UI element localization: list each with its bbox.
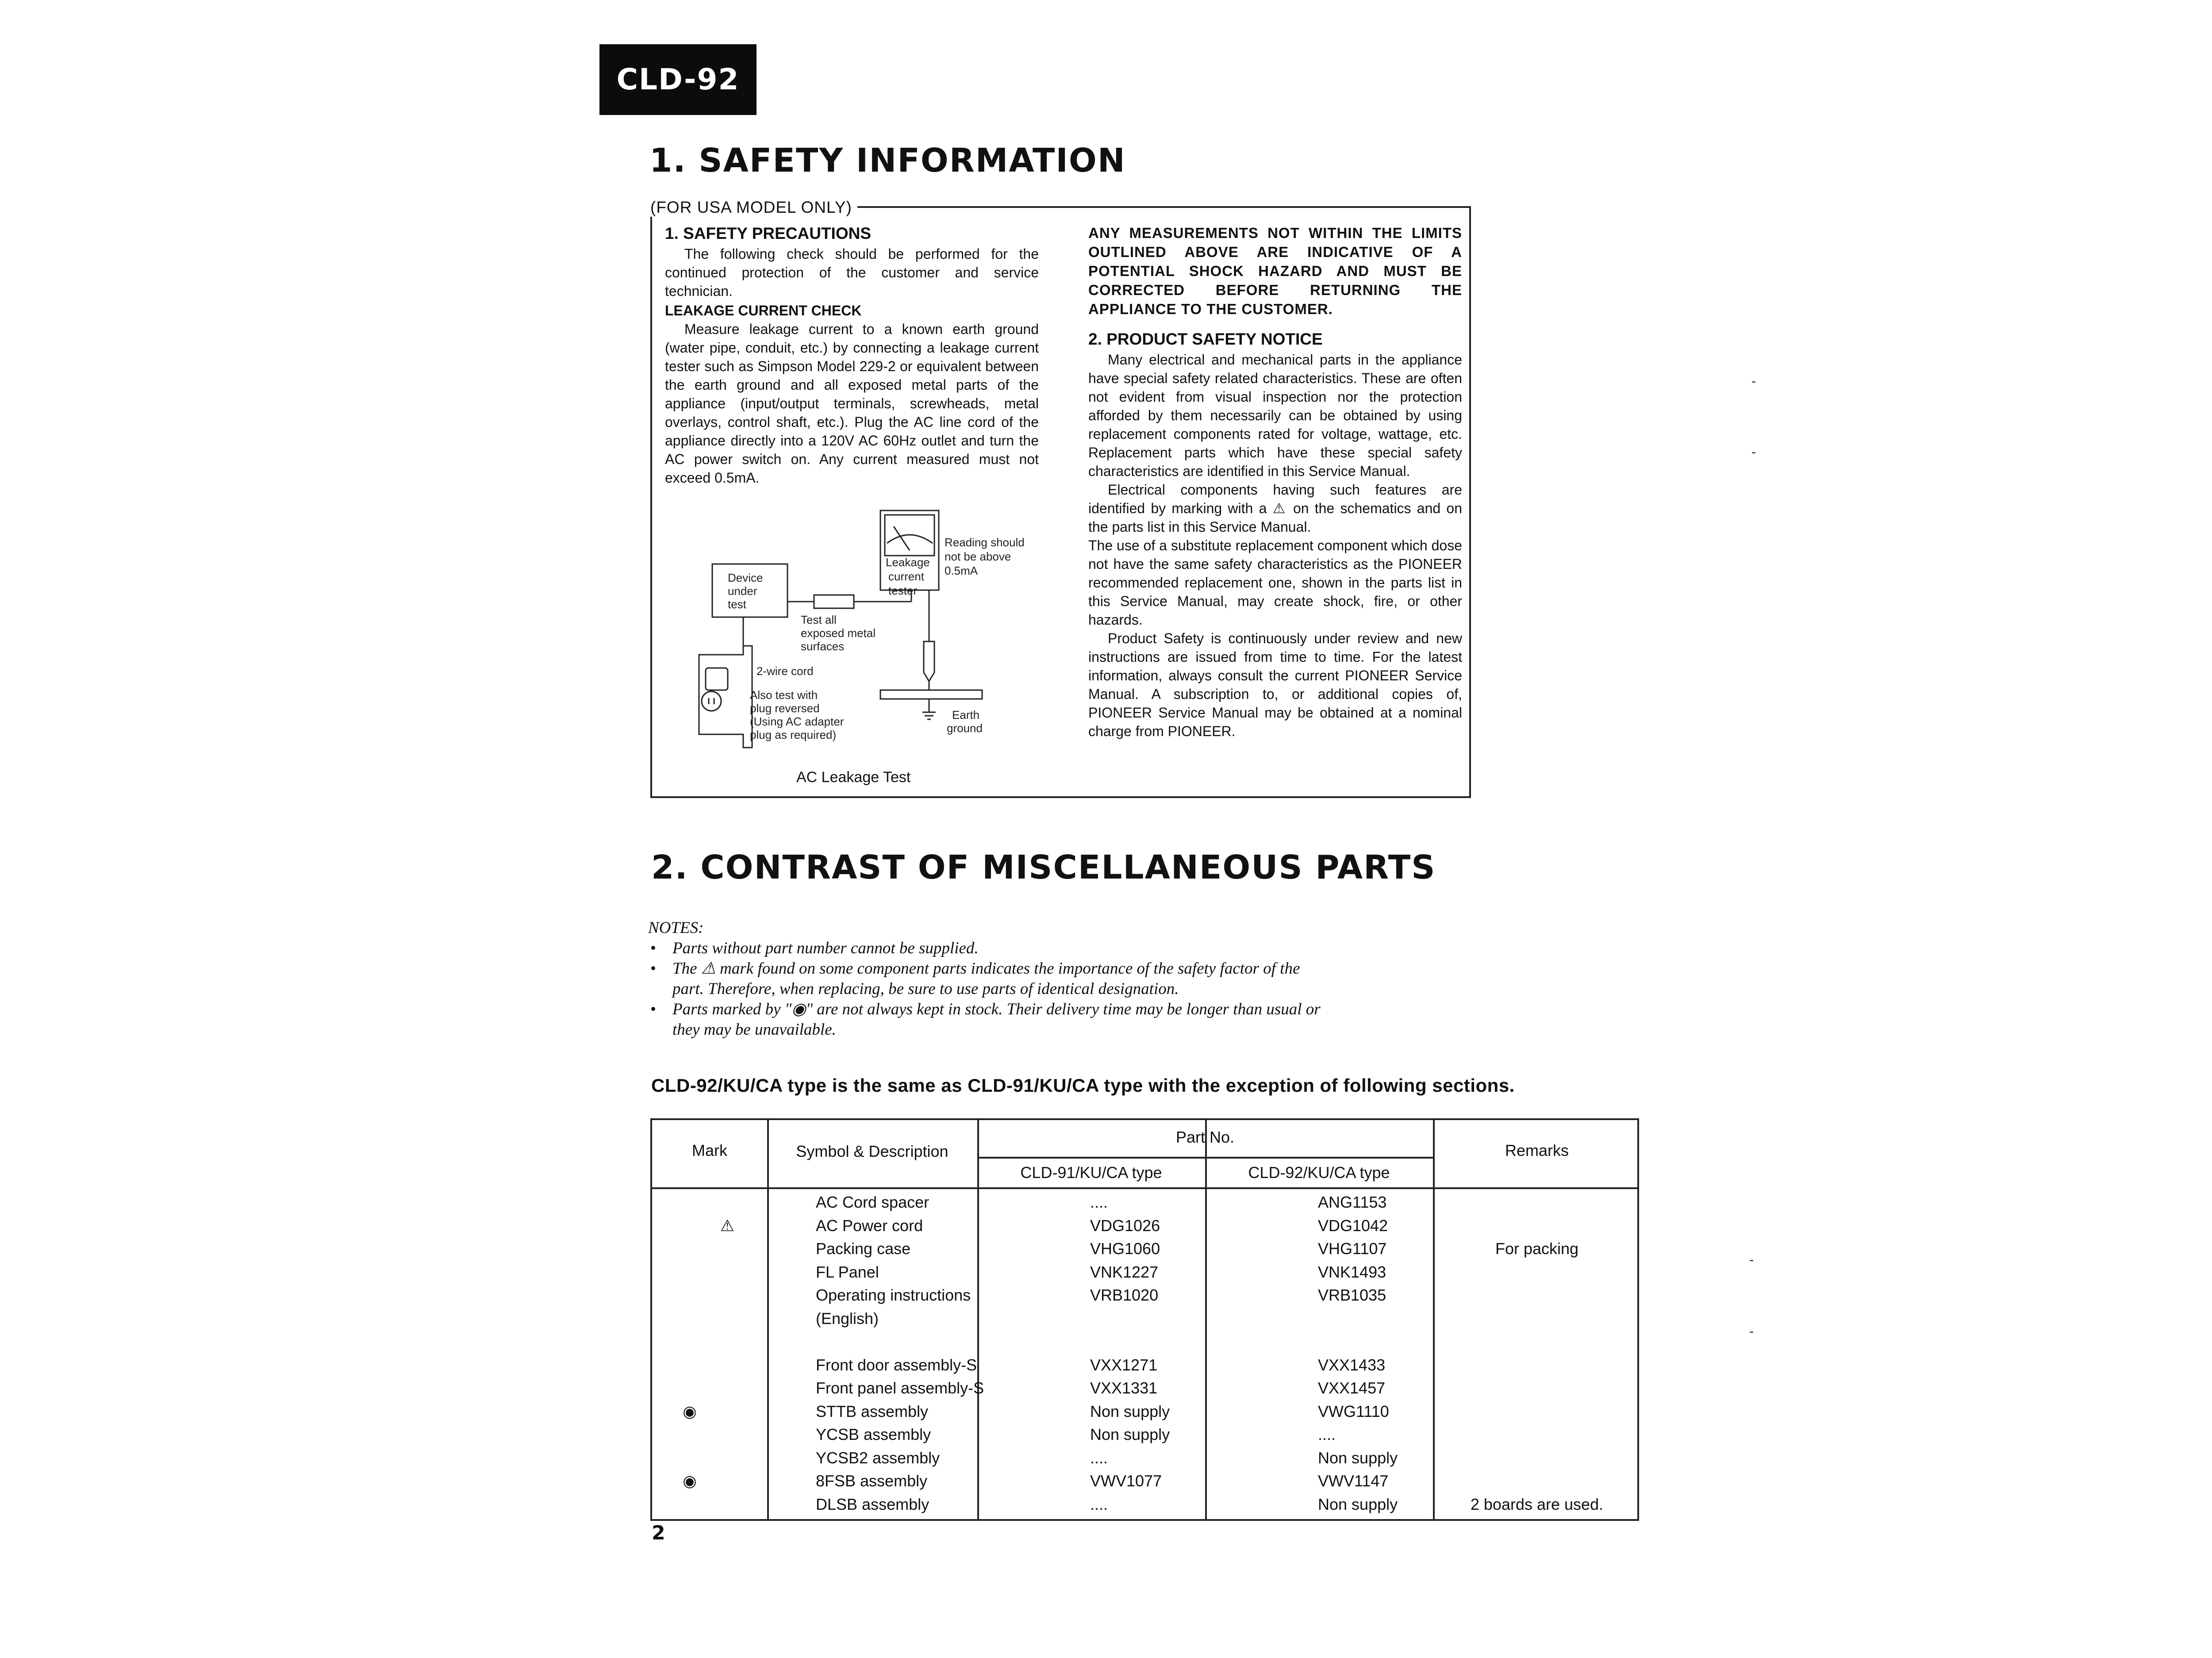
desc-cell: Operating instructions: [816, 1286, 971, 1304]
scan-mark: [1750, 1332, 1753, 1333]
section2-title: 2. CONTRAST OF MISCELLANEOUS PARTS: [651, 848, 1436, 887]
tester-label-3: tester: [888, 584, 918, 597]
safety-intro: The following check should be performed for the continued protection of the customer and service technician.: [665, 246, 1039, 299]
description-column: [816, 1191, 984, 1516]
earth-label-2: ground: [947, 722, 983, 735]
header-remarks: Remarks: [1505, 1141, 1569, 1159]
desc-cell: YCSB assembly: [816, 1425, 931, 1443]
model-badge: CLD-92: [599, 44, 757, 115]
test-all-label-3: surfaces: [801, 640, 845, 653]
section1-title: 1. SAFETY INFORMATION: [649, 142, 1126, 180]
desc-cell: Front door assembly-S: [816, 1355, 977, 1374]
also-label-3: (Using AC adapter: [750, 715, 844, 728]
stock-mark-icon: ◉: [683, 1402, 697, 1420]
product-safety-p2: Electrical components having such features are identified by marking with a ⚠ on the schematics and on the parts list in this Service Manual.: [1088, 482, 1463, 535]
part-cell: VHG1060: [1090, 1240, 1160, 1258]
device-label-2: under: [728, 584, 757, 598]
part-cell: VXX1457: [1318, 1379, 1386, 1397]
reading-label-2: not be above: [945, 550, 1011, 563]
part-cell: ....: [1090, 1193, 1108, 1211]
device-label-3: test: [728, 598, 746, 611]
desc-cell: (English): [816, 1309, 879, 1328]
desc-cell: Packing case: [816, 1240, 911, 1258]
desc-cell: STTB assembly: [816, 1402, 929, 1420]
part-cell: VWV1077: [1090, 1472, 1162, 1490]
col-divider: [767, 1120, 769, 1519]
part-cell: Non supply: [1318, 1448, 1398, 1467]
remarks-cell: 2 boards are used.: [1470, 1495, 1604, 1513]
product-safety-heading: 2. PRODUCT SAFETY NOTICE: [1088, 330, 1323, 348]
part-cell: VDG1042: [1318, 1216, 1388, 1235]
part-cell: VWV1147: [1318, 1472, 1389, 1490]
earth-label-1: Earth: [952, 708, 980, 722]
exception-statement: CLD-92/KU/CA type is the same as CLD-91/KU/CA type with the exception of following sections.: [651, 1075, 1515, 1096]
test-all-label-2: exposed metal: [801, 626, 876, 640]
desc-cell: DLSB assembly: [816, 1495, 929, 1513]
part-cell: VXX1331: [1090, 1379, 1158, 1397]
warning-triangle-icon: ⚠: [701, 959, 716, 978]
header-cld91: CLD-91/KU/CA type: [1020, 1163, 1162, 1182]
test-all-label-1: Test all: [801, 613, 837, 626]
safety-precautions-heading: 1. SAFETY PRECAUTIONS: [665, 224, 872, 242]
product-safety-p4: Product Safety is continuously under review and new instructions are issued from time to time. For the latest information, always consult the current PIONEER Service Manual. A subscription to, or additional copies of, PIONEER Service Manual may be obtained at a nominal charge from PIONEER.: [1088, 630, 1462, 739]
desc-cell: Front panel assembly-S: [816, 1379, 984, 1397]
header-bottom: [652, 1187, 1637, 1189]
header-symbol: Symbol & Description: [796, 1142, 949, 1160]
part-cell: VHG1107: [1318, 1240, 1387, 1258]
leakage-heading: LEAKAGE CURRENT CHECK: [665, 303, 862, 319]
cld91-column: [1090, 1191, 1170, 1516]
part-cell: Non supply: [1318, 1495, 1398, 1513]
warning-triangle-icon: ⚠: [720, 1216, 735, 1235]
desc-cell: AC Cord spacer: [816, 1193, 929, 1211]
safety-left-column: [665, 223, 1039, 487]
part-cell: VXX1433: [1318, 1355, 1386, 1374]
note-item: • Parts without part number cannot be supplied.: [648, 938, 1321, 959]
header-part-no: Part No.: [1175, 1128, 1235, 1146]
notes-block: [648, 918, 1321, 1040]
part-cell: VWG1110: [1318, 1402, 1389, 1420]
diagram-caption: AC Leakage Test: [796, 769, 911, 786]
also-label-1: Also test with: [750, 688, 818, 702]
part-cell: VRB1020: [1090, 1286, 1159, 1304]
reading-label-3: 0.5mA: [945, 564, 978, 577]
ac-leakage-test-diagram: [690, 504, 1026, 770]
also-label-2: plug reversed: [750, 702, 820, 715]
safety-right-column: [1088, 223, 1462, 741]
note-item: • Parts marked by "◉" are not always kept in stock. Their delivery time may be longer than usual or they may be unavailable.: [648, 999, 1321, 1040]
parts-table: [650, 1118, 1639, 1521]
part-cell: ANG1153: [1318, 1193, 1387, 1211]
scan-mark: [1752, 381, 1755, 383]
scan-mark: [1752, 452, 1755, 453]
part-cell: VRB1035: [1318, 1286, 1386, 1304]
note-item: • The ⚠ mark found on some component parts indicates the importance of the safety factor of the part. Therefore, when replacing, be sure to use parts of identical designation.: [648, 959, 1321, 999]
remarks-column: [1433, 1191, 1641, 1516]
page-number: 2: [652, 1522, 665, 1544]
header-mark: Mark: [692, 1141, 727, 1159]
desc-cell: YCSB2 assembly: [816, 1448, 940, 1467]
part-cell: Non supply: [1090, 1402, 1170, 1420]
remarks-cell: For packing: [1495, 1240, 1579, 1258]
scan-mark: [1750, 1260, 1753, 1261]
product-safety-p3: The use of a substitute replacement component which dose not have the same safety characteristics as the PIONEER recommended replacement one, shown in the parts list in this Service Manual, may create shock, fire, or other hazards.: [1088, 537, 1462, 628]
part-cell: ....: [1090, 1448, 1108, 1467]
part-cell: VNK1493: [1318, 1263, 1386, 1281]
part-cell: VDG1026: [1090, 1216, 1160, 1235]
tester-label-2: current: [888, 570, 924, 583]
header-cld92: CLD-92/KU/CA type: [1248, 1163, 1390, 1182]
also-label-4: plug as required): [750, 728, 837, 741]
device-label-1: Device: [728, 571, 763, 584]
leakage-text: Measure leakage current to a known earth ground (water pipe, conduit, etc.) by connecting a leakage current tester such as Simpson Model 229-2 or equivalent between the earth ground and all exposed metal parts of the appliance (input/output terminals, screwheads, metal overlays, control shaft, etc.). Plug the AC line cord of the appliance directly into a 120V AC 60Hz outlet and turn the AC power switch on. Any current measured must not exceed 0.5mA.: [665, 321, 1039, 486]
mark-column: [652, 1191, 767, 1493]
part-cell: VNK1227: [1090, 1263, 1159, 1281]
part-cell: ....: [1318, 1425, 1336, 1443]
product-safety-p1: Many electrical and mechanical parts in the appliance have special safety related characteristics. These are often not evident from visual inspection nor the protection afforded by them necessarily can be obtained by using replacement components rated for voltage, wattage, etc. Replacement parts which have these special safety characteristics are identified in this Service Manual.: [1088, 352, 1462, 479]
desc-cell: AC Power cord: [816, 1216, 923, 1235]
cld92-column: [1318, 1191, 1398, 1516]
measurement-warning: ANY MEASUREMENTS NOT WITHIN THE LIMITS OUTLINED ABOVE ARE INDICATIVE OF A POTENTIAL SHOCK HAZARD AND MUST BE CORRECTED BEFORE RETURNING THE APPLIANCE TO THE CUSTOMER.: [1088, 225, 1462, 317]
usa-model-tag: (FOR USA MODEL ONLY): [645, 198, 857, 217]
part-cell: ....: [1090, 1495, 1108, 1513]
cord-label: 2-wire cord: [757, 664, 814, 678]
notes-label: NOTES:: [648, 919, 704, 937]
warning-triangle-icon: ⚠: [1272, 500, 1287, 516]
desc-cell: FL Panel: [816, 1263, 879, 1281]
stock-mark-icon: ◉: [683, 1472, 697, 1490]
desc-cell: 8FSB assembly: [816, 1472, 928, 1490]
part-cell: VXX1271: [1090, 1355, 1158, 1374]
tester-label-1: Leakage: [886, 556, 930, 569]
reading-label-1: Reading should: [945, 536, 1025, 549]
part-cell: Non supply: [1090, 1425, 1170, 1443]
header-divider: [977, 1157, 1433, 1159]
